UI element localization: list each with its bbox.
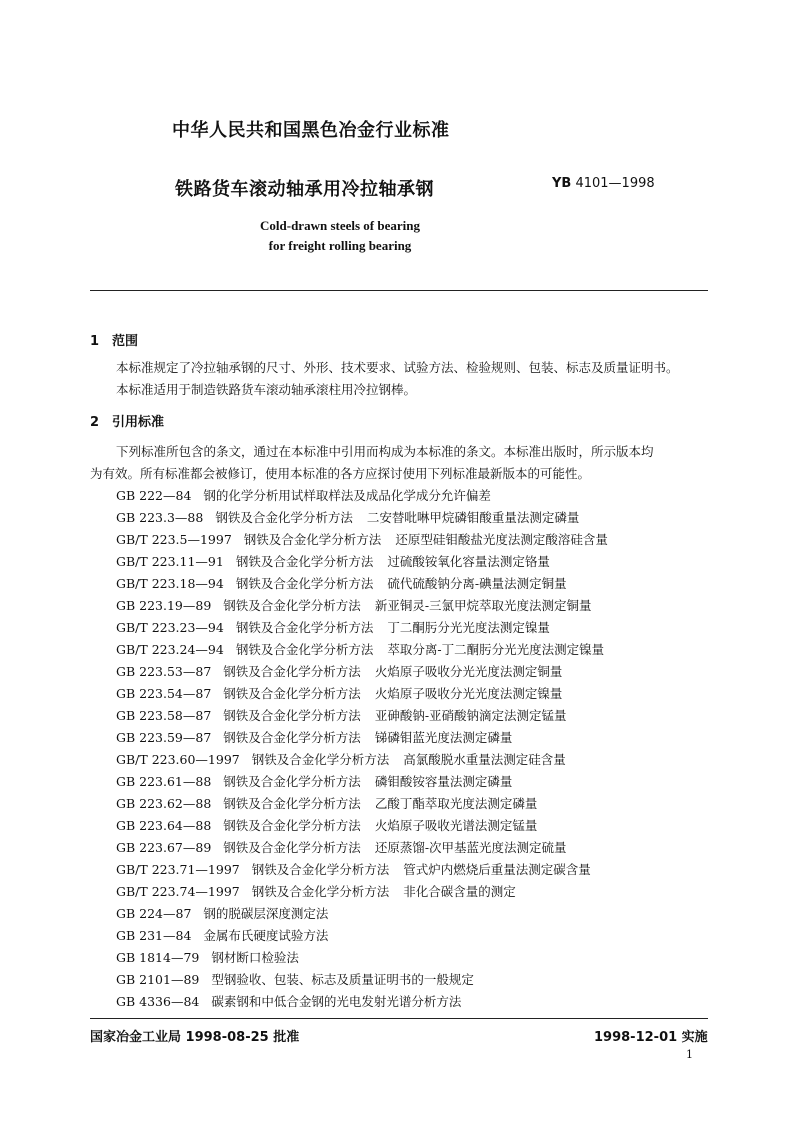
- reference-code: GB 223.64—88: [116, 818, 212, 833]
- reference-method: 丁二酮肟分光光度法测定镍量: [387, 620, 550, 635]
- reference-code: GB 223.58—87: [116, 708, 212, 723]
- reference-code: GB/T 223.74—1997: [116, 884, 240, 899]
- reference-title: 钢铁及合金化学分析方法: [251, 884, 390, 899]
- reference-code: GB 2101—89: [116, 972, 200, 987]
- reference-item: [116, 486, 491, 504]
- reference-item: [116, 948, 299, 966]
- standard-title-en-line2: for freight rolling bearing: [268, 238, 412, 253]
- reference-item: [116, 618, 550, 636]
- page-number: 1: [686, 1048, 693, 1061]
- standard-title-cn: 铁路货车滚动轴承用冷拉轴承钢: [175, 179, 434, 200]
- reference-title: 钢铁及合金化学分析方法: [223, 730, 361, 745]
- reference-title: 钢铁及合金化学分析方法: [223, 796, 361, 811]
- reference-title: 钢铁及合金化学分析方法: [223, 686, 361, 701]
- reference-code: GB/T 223.71—1997: [116, 862, 240, 877]
- reference-method: 火焰原子吸收光谱法测定锰量: [374, 818, 538, 833]
- reference-title: 碳素钢和中低合金钢的光电发射光谱分析方法: [211, 994, 462, 1009]
- section-1-number: 1: [90, 334, 100, 349]
- reference-method: 过硫酸铵氧化容量法测定铬量: [387, 554, 550, 569]
- reference-code: GB 223.59—87: [116, 730, 212, 745]
- reference-code: GB 223.3—88: [116, 510, 204, 525]
- reference-item: [116, 508, 579, 526]
- reference-code: GB/T 223.5—1997: [116, 532, 232, 547]
- reference-item: [116, 772, 512, 790]
- reference-item: [116, 640, 604, 658]
- standard-code-prefix: YB: [552, 176, 572, 191]
- reference-title: 钢铁及合金化学分析方法: [235, 576, 374, 591]
- approval-statement: 国家冶金工业局 1998-08-25 批准: [90, 1030, 300, 1045]
- reference-method: 火焰原子吸收分光光度法测定镍量: [374, 686, 563, 701]
- reference-title: 钢的化学分析用试样取样法及成品化学成分允许偏差: [203, 488, 491, 503]
- reference-method: 高氯酸脱水重量法测定硅含量: [403, 752, 566, 767]
- section-2-paragraph-line2: 为有效。所有标准都会被修订，使用本标准的各方应探讨使用下列标准最新版本的可能性。: [90, 466, 591, 481]
- reference-code: GB 223.62—88: [116, 796, 212, 811]
- effective-date: 1998-12-01 实施: [594, 1030, 708, 1045]
- reference-method: 亚砷酸钠-亚硝酸钠滴定法测定锰量: [374, 708, 567, 723]
- reference-item: [116, 794, 537, 812]
- reference-item: [116, 860, 591, 878]
- reference-method: 火焰原子吸收分光光度法测定铜量: [374, 664, 563, 679]
- reference-method: 非化合碳含量的测定: [403, 884, 516, 899]
- reference-method: 锑磷钼蓝光度法测定磷量: [374, 730, 513, 745]
- reference-item: [116, 838, 567, 856]
- section-2-paragraph-line1: 下列标准所包含的条文，通过在本标准中引用而构成为本标准的条文。本标准出版时，所示版本均: [116, 444, 654, 459]
- reference-code: GB 222—84: [116, 488, 192, 503]
- reference-method: 乙酸丁酯萃取光度法测定磷量: [374, 796, 538, 811]
- reference-method: 新亚铜灵-三氯甲烷萃取光度法测定铜量: [374, 598, 592, 613]
- reference-code: GB 223.19—89: [116, 598, 212, 613]
- section-1-paragraph-1: 本标准规定了冷拉轴承钢的尺寸、外形、技术要求、试验方法、检验规则、包装、标志及质量证明书。: [116, 360, 679, 375]
- reference-title: 钢铁及合金化学分析方法: [223, 598, 361, 613]
- reference-item: [116, 574, 567, 592]
- reference-code: GB/T 223.11—91: [116, 554, 224, 569]
- reference-item: [116, 904, 328, 922]
- reference-item: [116, 992, 461, 1010]
- reference-code: GB/T 223.24—94: [116, 642, 224, 657]
- reference-method: 还原型硅钼酸盐光度法测定酸溶硅含量: [395, 532, 608, 547]
- section-2-title: 引用标准: [112, 415, 165, 430]
- reference-method: 还原蒸馏-次甲基蓝光度法测定硫量: [374, 840, 567, 855]
- reference-title: 钢铁及合金化学分析方法: [223, 664, 361, 679]
- reference-item: [116, 706, 567, 724]
- reference-code: GB/T 223.18—94: [116, 576, 224, 591]
- reference-item: [116, 552, 550, 570]
- standard-code: [552, 176, 655, 191]
- section-2-number: 2: [90, 415, 100, 430]
- reference-title: 钢铁及合金化学分析方法: [223, 840, 361, 855]
- reference-title: 钢铁及合金化学分析方法: [223, 708, 361, 723]
- reference-title: 钢铁及合金化学分析方法: [235, 554, 374, 569]
- reference-method: 硫代硫酸钠分离-碘量法测定铜量: [387, 576, 567, 591]
- reference-title: 钢铁及合金化学分析方法: [215, 510, 353, 525]
- reference-code: GB 231—84: [116, 928, 192, 943]
- reference-item: [116, 596, 592, 614]
- reference-title: 钢铁及合金化学分析方法: [251, 752, 390, 767]
- reference-item: [116, 728, 512, 746]
- reference-code: GB/T 223.23—94: [116, 620, 224, 635]
- reference-title: 钢铁及合金化学分析方法: [235, 620, 374, 635]
- header-divider: [90, 290, 708, 291]
- reference-item: [116, 882, 516, 900]
- reference-item: [116, 750, 566, 768]
- reference-item: [116, 684, 562, 702]
- reference-item: [116, 970, 474, 988]
- reference-method: 管式炉内燃烧后重量法测定碳含量: [403, 862, 591, 877]
- reference-code: GB/T 223.60—1997: [116, 752, 240, 767]
- section-1-heading: [90, 330, 138, 349]
- reference-method: 磷钼酸铵容量法测定磷量: [374, 774, 513, 789]
- reference-item: [116, 662, 562, 680]
- reference-title: 钢材断口检验法: [211, 950, 299, 965]
- standard-code-number: 4101—1998: [575, 176, 655, 191]
- reference-code: GB 4336—84: [116, 994, 200, 1009]
- reference-title: 钢的脱碳层深度测定法: [203, 906, 329, 921]
- reference-item: [116, 926, 328, 944]
- reference-code: GB 224—87: [116, 906, 192, 921]
- reference-item: [116, 816, 537, 834]
- reference-method: 二安替吡啉甲烷磷钼酸重量法测定磷量: [366, 510, 580, 525]
- reference-method: 萃取分离-丁二酮肟分光光度法测定镍量: [387, 642, 605, 657]
- issuing-organization: 中华人民共和国黑色冶金行业标准: [172, 120, 450, 141]
- reference-title: 钢铁及合金化学分析方法: [251, 862, 390, 877]
- reference-title: 钢铁及合金化学分析方法: [243, 532, 382, 547]
- footer-divider: [90, 1018, 708, 1019]
- reference-title: 钢铁及合金化学分析方法: [235, 642, 374, 657]
- section-1-title: 范围: [112, 334, 139, 349]
- reference-title: 钢铁及合金化学分析方法: [223, 818, 361, 833]
- section-1-paragraph-2: 本标准适用于制造铁路货车滚动轴承滚柱用冷拉钢棒。: [116, 382, 417, 397]
- reference-code: GB 1814—79: [116, 950, 200, 965]
- reference-code: GB 223.54—87: [116, 686, 212, 701]
- reference-title: 金属布氏硬度试验方法: [203, 928, 329, 943]
- reference-code: GB 223.61—88: [116, 774, 212, 789]
- reference-title: 型钢验收、包装、标志及质量证明书的一般规定: [211, 972, 474, 987]
- reference-code: GB 223.53—87: [116, 664, 212, 679]
- standard-title-en-line1: Cold-drawn steels of bearing: [260, 218, 420, 233]
- reference-item: [116, 530, 608, 548]
- section-2-heading: [90, 411, 164, 430]
- reference-title: 钢铁及合金化学分析方法: [223, 774, 361, 789]
- reference-code: GB 223.67—89: [116, 840, 212, 855]
